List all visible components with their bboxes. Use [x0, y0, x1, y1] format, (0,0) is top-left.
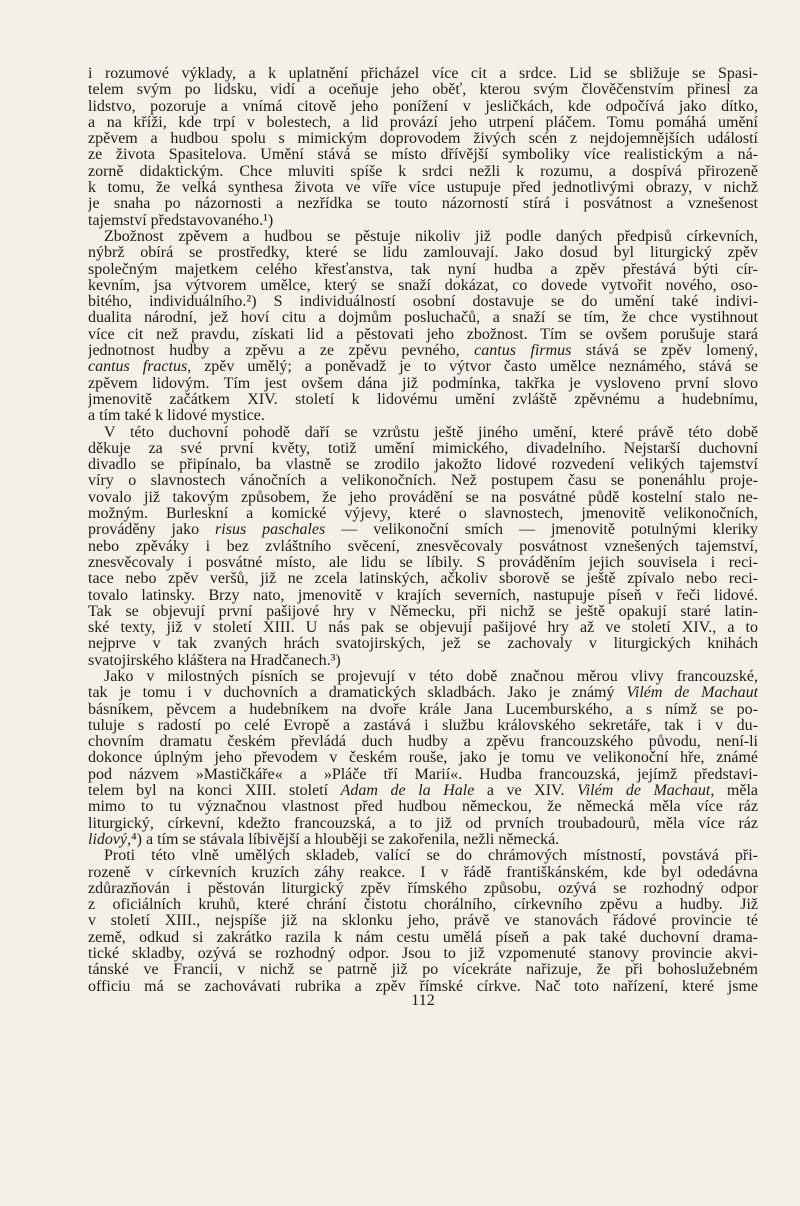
- text-line: [88, 783, 758, 799]
- text-segment: zpěvem lidovým. Tím jest ovšem dána již podmínka, takřka je vysloveno první slovo: [88, 375, 758, 392]
- text-segment: zpěv umělý; a poněvadž je to výtvor často umělce neznámého, stává se: [191, 359, 758, 376]
- text-line: [88, 930, 758, 946]
- text-segment: tace nebo zpěv veršů, již ne zcela latinských, ačkoliv sborově se ještě zpívalo nebo reci-: [88, 571, 758, 588]
- text-segment: básníkem, pěvcem a hudebníkem na dvoře krále Jana Lucemburského, a s nímž se po-: [88, 701, 758, 718]
- text-segment: V této duchovní pohodě daří se vzrůstu ještě jiného umění, které právě této době: [104, 424, 758, 441]
- text-line: [88, 392, 758, 408]
- italic-term: lidový,: [88, 831, 132, 848]
- text-segment: zorně didaktickým. Chce mluviti spíše k srdci nežli k rozumu, a dospívá přirozeně: [88, 163, 758, 180]
- text-line: [88, 962, 758, 978]
- text-segment: je snaha po názornosti a nezřídka se touto názorností stírá i posvátnost a vznešenost: [88, 196, 758, 213]
- italic-term: cantus fractus,: [88, 359, 192, 376]
- text-line: [88, 245, 758, 261]
- text-segment: nebo zpěváky i bez zvláštního svěcení, znesvěcovaly posvátnost vznešených tajemství,: [88, 538, 758, 555]
- text-segment: tajemství představovaného.¹): [88, 212, 274, 229]
- text-line: [88, 473, 758, 489]
- text-segment: Jako v milostných písních se projevují v této době značnou měrou vlivy francouzské,: [104, 668, 758, 685]
- text-line: [88, 490, 758, 506]
- text-segment: nýbrž obírá se prostředky, které se lidu zamlouvají. Jako dosud byl liturgický zpěv: [88, 245, 758, 262]
- text-line: [88, 359, 758, 375]
- text-line: [88, 278, 758, 294]
- text-segment: tovalo latinsky. Brzy nato, jmenovitě v krajích severních, nastupuje píseň v řeči lidové.: [88, 587, 758, 604]
- text-line: [88, 343, 758, 359]
- text-segment: znesvěcovaly i posvátné místo, ale lidu se líbily. S prováděním jejich souvisela i reci-: [88, 554, 758, 571]
- text-segment: společným majetkem celého křesťanstva, tak nyní hudba a zpěv přestává býti cír-: [88, 261, 758, 278]
- text-segment: a na kříži, kde trpí v bolestech, a lid provází jeho utrpení pláčem. Tomu pomáhá umění: [88, 114, 758, 131]
- text-segment: telem byl na konci XIII. století: [88, 783, 341, 800]
- text-segment: officiu má se zachovávati rubrika a zpěv římské církve. Nač toto nařízení, které jsme: [88, 978, 758, 995]
- text-segment: tak je tomu i v duchovních a dramatických skladbách. Jako je známý: [88, 685, 627, 702]
- text-segment: ze života Spasitelova. Umění stává se místo dřívější symboliky více realistickým a ná-: [88, 147, 758, 164]
- text-line: [88, 604, 758, 620]
- text-line: [88, 213, 758, 229]
- text-line: [88, 897, 758, 913]
- text-segment: tuluje s radostí po celé Evropě a zastává i službu královského sekretáře, tak i v du-: [88, 717, 758, 734]
- italic-term: Adam de la Hale: [340, 783, 475, 800]
- text-segment: bitého, individuálního.²) S individuálností osobní dostavuje se do umění také indivi-: [88, 294, 758, 311]
- text-line: [88, 799, 758, 815]
- text-line: [88, 441, 758, 457]
- text-line: [88, 865, 758, 881]
- text-line: [88, 131, 758, 147]
- paragraph-first-line: [88, 848, 758, 864]
- text-segment: víry o slavnostech vánočních a velikonočních. Než postupem času se ponenáhlu proje-: [88, 473, 758, 490]
- paragraph-first-line: [88, 425, 758, 441]
- text-line: [88, 702, 758, 718]
- text-segment: Zbožnost zpěvem a hudbou se pěstuje nikoliv již podle daných předpisů církevních,: [104, 228, 758, 245]
- text-line: [88, 588, 758, 604]
- text-line: [88, 571, 758, 587]
- text-line: [88, 832, 758, 848]
- text-line: [88, 653, 758, 669]
- text-segment: stává se zpěv lomený,: [571, 343, 758, 360]
- text-segment: možným. Burleskní a komické výjevy, které o slavnostech, jmenovitě velikonočních,: [88, 506, 758, 523]
- text-segment: a ve XIV.: [474, 783, 578, 800]
- text-segment: tické skladby, ozývá se rozhodný odpor. Jsou to již vzpomenuté stanovy provincie akvi-: [88, 946, 758, 963]
- text-line: [88, 506, 758, 522]
- text-line: [88, 164, 758, 180]
- text-line: [88, 327, 758, 343]
- text-line: [88, 66, 758, 82]
- text-segment: i rozumové výklady, a k uplatnění přicházel více cit a srdce. Lid se sbližuje se Spasi-: [88, 66, 758, 82]
- text-segment: měla: [714, 783, 758, 800]
- text-line: [88, 99, 758, 115]
- text-segment: dualita národní, jež hoví citu a dojmům posluchačů, a snaží se tím, že chce vystihnout: [88, 310, 758, 327]
- text-segment: liturgický, církevní, kdežto francouzská, a to již od prvních troubadourů, měla více ráz: [88, 815, 758, 832]
- text-segment: rozeně v církevních kruzích záhy reakce. I v řádě františkánském, kde byl odedávna: [88, 864, 758, 881]
- text-segment: děkuje za své první květy, totiž umění mimického, divadelního. Nejstarší duchovní: [88, 440, 758, 457]
- text-line: [88, 180, 758, 196]
- text-line: [88, 262, 758, 278]
- text-line: [88, 555, 758, 571]
- text-segment: ⁴) a tím se stávala líbivější a hlouběji se zakořenila, nežli německá.: [131, 831, 560, 848]
- text-line: [88, 539, 758, 555]
- text-line: [88, 196, 758, 212]
- text-line: [88, 147, 758, 163]
- text-segment: mimo to tu význačnou vlastnost před hudbou německou, že německá měla více ráz: [88, 799, 758, 816]
- text-line: [88, 620, 758, 636]
- text-segment: zdůrazňován i pěstován liturgický zpěv římského způsobu, ozývá se rozhodný odpor: [88, 880, 758, 897]
- text-segment: jednotnost hudby a zpěvu a ze zpěvu pevného,: [88, 343, 475, 360]
- text-line: [88, 294, 758, 310]
- text-segment: zpěvem a hudbou spolu s mimickým doprovodem živých scén z nejdojemnějších událostí: [88, 131, 758, 148]
- text-segment: — velikonoční smích — jmenovitě potulnými kleriky: [325, 522, 758, 539]
- text-line: [88, 115, 758, 131]
- text-segment: vovalo již takovým způsobem, že jeho provádění se na posvátné půdě kostelní stalo ne-: [88, 489, 758, 506]
- text-line: [88, 522, 758, 538]
- text-segment: nejprve v tak zvaných hrách svatojirských, jež se zachovaly v liturgických knihách: [88, 636, 758, 653]
- text-segment: svatojirského kláštera na Hradčanech.³): [88, 652, 341, 669]
- paragraph-first-line: [88, 229, 758, 245]
- text-segment: z oficiálních kruhů, které chrání čistotu chorálního, církevního zpěvu a hudby. Již: [88, 897, 758, 914]
- italic-term: Vilém de Machaut: [626, 685, 758, 702]
- text-segment: Tak se objevují první pašijové hry v Německu, při nichž se ještě opakují staré latin-: [88, 603, 758, 620]
- text-segment: země, odkud si zakrátko razila k nám cestu umělá píseň a pak také duchovní drama-: [88, 929, 758, 946]
- italic-term: Vilém de Machaut,: [577, 783, 715, 800]
- text-segment: a tím také k lidové mystice.: [88, 408, 265, 425]
- page-number: 112: [411, 992, 435, 1009]
- text-line: [88, 376, 758, 392]
- text-segment: telem svým po lidsku, vidí a oceňuje jeho oběť, kterou svým člověčenstvím přinesl za: [88, 82, 758, 99]
- text-segment: pod názvem »Mastičkáře« a »Pláče tří Marií«. Hudba francouzská, jejímž představi-: [88, 766, 758, 783]
- text-segment: jmenovitě začátkem XIV. století k lidovému umění zvláště zpěvnému a hudebnímu,: [88, 391, 758, 408]
- text-line: [88, 718, 758, 734]
- text-segment: ské texty, již v století XIII. U nás pak se objevují pašijové hry až ve století XIV., a to: [88, 620, 758, 637]
- text-line: [88, 946, 758, 962]
- italic-term: risus paschales: [215, 522, 326, 539]
- text-segment: prováděny jako: [88, 522, 216, 539]
- text-segment: kevním, jsa výtvorem umělce, který se snaží dokázat, co dovede vytvořit nového, oso-: [88, 277, 758, 294]
- text-line: [88, 310, 758, 326]
- text-line: [88, 457, 758, 473]
- text-segment: Proti této vlně umělých skladeb, valící se do chrámových místností, povstává při-: [104, 848, 758, 865]
- paragraph-first-line: [88, 669, 758, 685]
- text-segment: k tomu, že velká synthesa života ve víře více ustupuje před jednotlivými obrazy, v nichž: [88, 180, 758, 197]
- text-segment: lidstvo, pozoruje a vnímá citově jeho ponížení v jesličkách, kde odpočívá jako dítko,: [88, 98, 758, 115]
- text-segment: tánské ve Francii, v nichž se patrně již po vícekráte nařizuje, že při bohoslužebném: [88, 962, 758, 979]
- text-segment: divadlo se připínalo, ba vlastně se zrodilo jakožto lidové rozvedení velikých tajemství: [88, 457, 758, 474]
- text-line: [88, 685, 758, 701]
- text-line: [88, 408, 758, 424]
- text-line: [88, 636, 758, 652]
- text-line: [88, 767, 758, 783]
- text-line: [88, 881, 758, 897]
- text-line: [88, 82, 758, 98]
- text-line: [88, 913, 758, 929]
- text-segment: v století XIII., nejspíše již na sklonku jeho, právě ve stanovách řádové provincie té: [88, 913, 758, 930]
- text-segment: chovním dramatu českém převládá duch hudby a zpěvu francouzského původu, není-li: [88, 734, 758, 751]
- text-segment: dokonce úplným jeho převodem v českém rouše, jako je tomu ve velikonoční hře, známé: [88, 750, 758, 767]
- page-body-text: [88, 66, 758, 995]
- italic-term: cantus firmus: [474, 343, 572, 360]
- text-segment: více cit než pravdu, získati lid a pěstovati jeho zbožnost. Tím se ovšem porušuje stará: [88, 326, 758, 343]
- text-line: [88, 816, 758, 832]
- text-line: [88, 750, 758, 766]
- text-line: [88, 734, 758, 750]
